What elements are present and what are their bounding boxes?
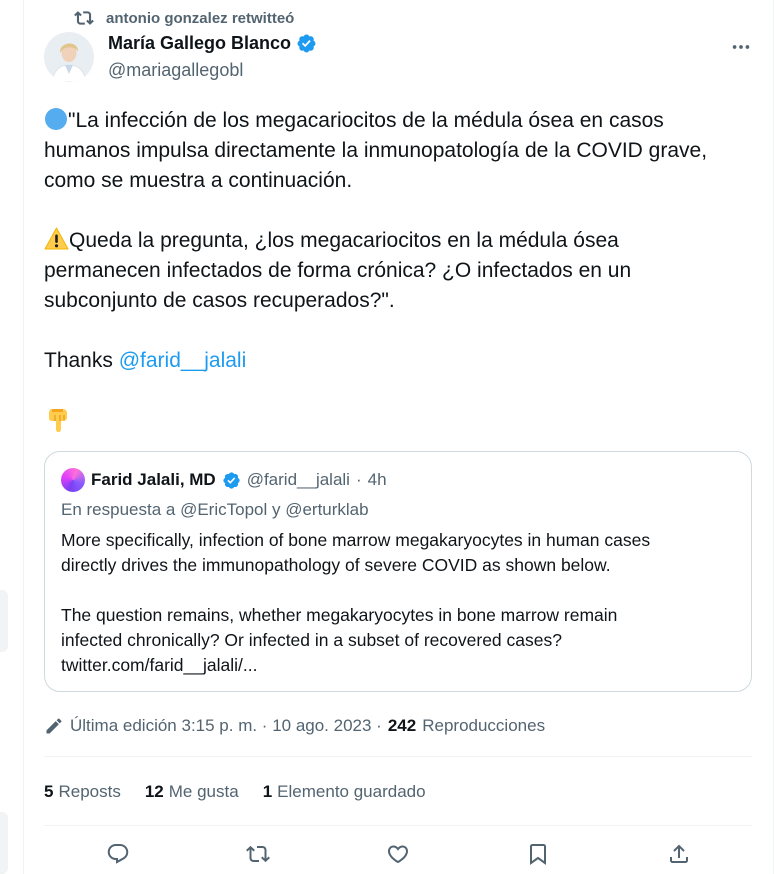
author-name-label: María Gallego Blanco [108,33,292,53]
author-name[interactable] [108,33,317,54]
quote-tweet-card[interactable] [44,451,752,692]
engagement-stats [44,780,450,804]
divider [44,756,752,757]
quote-author-name: Farid Jalali, MD [91,470,216,489]
views-label: Reproducciones [422,716,546,735]
side-panel-edge [0,590,8,652]
like-button[interactable] [384,840,412,868]
reposts-count: 5 [44,782,54,801]
quote-header [61,468,387,492]
tweet-line: "La infección de los megacariocitos de la médula ósea en casos [68,109,664,132]
retweet-icon [74,8,94,28]
quote-timestamp: 4h [367,470,387,489]
blue-circle-icon [44,107,68,131]
tweet-text [44,106,744,376]
edit-timestamp[interactable]: Última edición 3:15 p. m. · 10 ago. 2023 · [70,716,382,735]
bookmark-button[interactable] [524,840,552,868]
reply-icon [106,842,130,866]
bookmarks-count: 1 [262,782,273,801]
quote-line: The question remains, whether megakaryocytes in bone marrow remain [61,605,618,625]
timeline-left-border [23,0,24,874]
tweet-line: permanecen infectados de forma crónica? ¿O infectados en un [44,259,632,282]
reposts-stat[interactable] [44,782,121,802]
verified-badge-icon [296,33,317,54]
views-count: 242 [387,716,417,735]
verified-badge-icon [222,471,241,490]
quote-link: twitter.com/farid__jalali/... [61,655,258,675]
edit-info-row [44,714,545,738]
quote-separator: · [355,470,362,489]
mention-link[interactable]: @farid__jalali [118,349,247,372]
quote-author-handle: @farid__jalali [246,470,350,489]
tweet-line: como se muestra a continuación. [44,169,353,192]
bookmarks-label: Elemento guardado [277,782,426,801]
quote-line: directly drives the immunopathology of severe COVID as shown below. [61,555,611,575]
quote-avatar [61,468,85,492]
reply-button[interactable] [104,840,132,868]
reposts-label: Reposts [58,782,121,801]
likes-stat[interactable] [145,782,239,802]
tweet-line: Queda la pregunta, ¿los megacariocitos en la médula ósea [69,229,619,252]
tweet-line: humanos impulsa directamente la inmunopatología de la COVID grave, [44,139,708,162]
share-icon [667,842,691,866]
action-bar [0,840,774,868]
warning-icon [44,227,69,251]
retweet-context[interactable] [74,6,294,30]
quote-line: More specifically, infection of bone marrow megakaryocytes in human cases [61,530,651,550]
quote-body [61,528,650,678]
author-handle[interactable]: @mariagallegobl [108,60,244,80]
bookmarks-stat[interactable] [263,782,426,802]
likes-label: Me gusta [168,782,239,801]
pointing-down-icon [46,406,70,434]
retweet-context-label: antonio gonzalez retwitteó [106,9,295,27]
pencil-icon [44,716,64,736]
more-icon [730,36,752,58]
avatar[interactable] [44,32,94,82]
divider [44,825,752,826]
bookmark-icon [526,842,550,866]
quote-line: infected chronically? Or infected in a subset of recovered cases? [61,630,562,650]
thanks-text: Thanks [44,349,113,372]
retweet-button[interactable] [244,840,272,868]
likes-count: 12 [144,782,164,801]
retweet-icon [246,842,270,866]
tweet-line: subconjunto de casos recuperados?". [44,289,395,312]
more-options-button[interactable] [728,34,754,60]
quote-reply-context: En respuesta a @EricTopol y @erturklab [61,500,369,519]
share-button[interactable] [665,840,693,868]
like-icon [386,842,410,866]
